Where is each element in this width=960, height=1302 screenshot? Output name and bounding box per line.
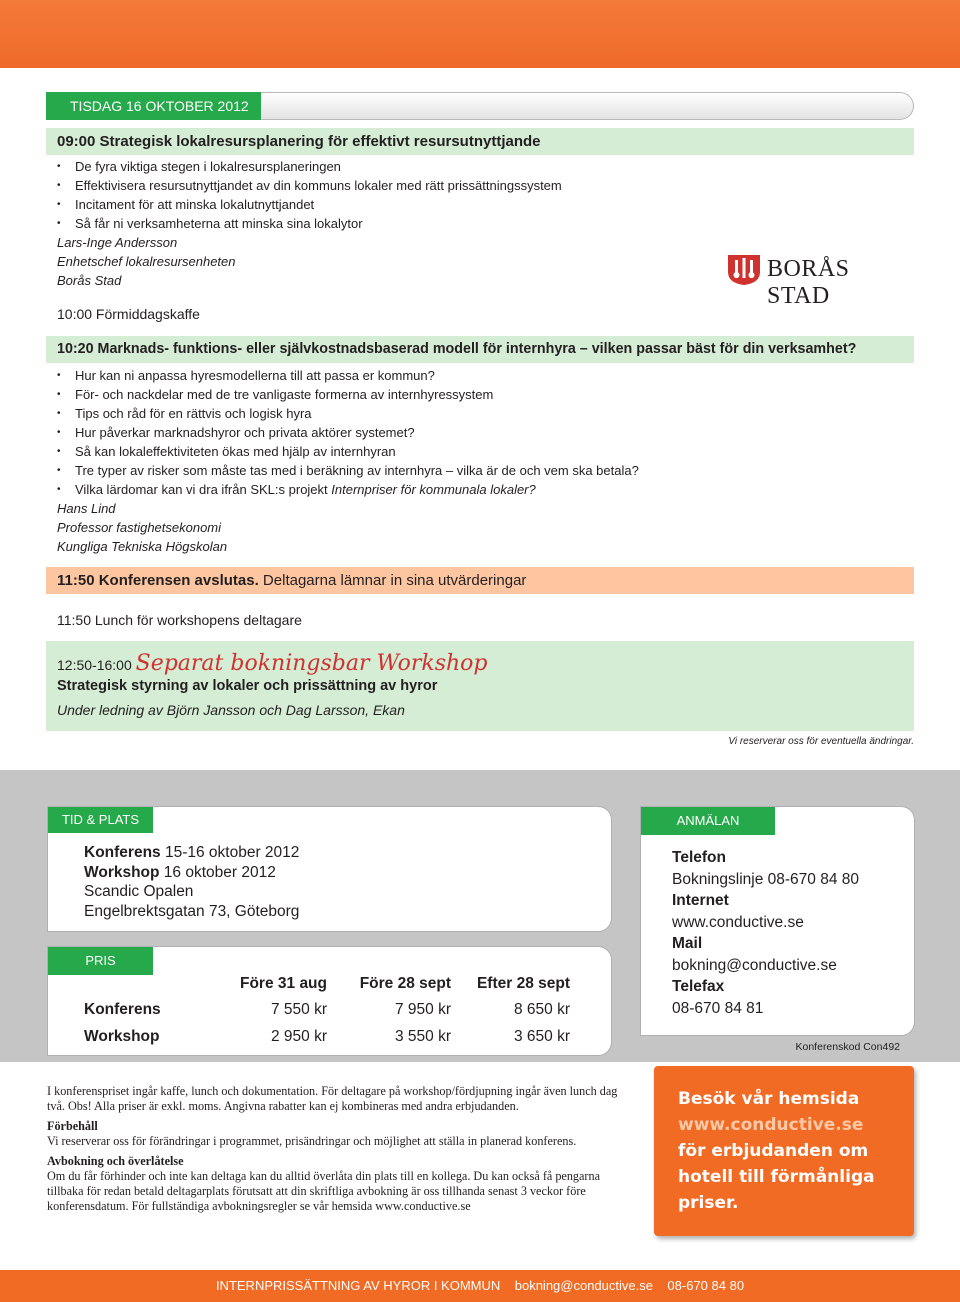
- price-col-header: Efter 28 sept: [476, 975, 570, 992]
- workshop-lead: Under ledning av Björn Jansson och Dag Larsson, Ekan: [57, 702, 405, 718]
- bottom-bar: [0, 1270, 960, 1302]
- price-cell: 7 950 kr: [394, 1001, 451, 1018]
- website-link[interactable]: www.conductive.se: [672, 913, 804, 931]
- anmalan-tab: ANMÄLAN: [641, 807, 775, 835]
- speaker-name: Lars-Inge Andersson: [57, 235, 178, 250]
- promo-line: Besök vår hemsida: [678, 1089, 860, 1109]
- workshop-box: [46, 641, 914, 731]
- list-item: • Hur påverkar marknadshyror och privata aktörer systemet?: [57, 423, 639, 442]
- terms-paragraph: I konferenspriset ingår kaffe, lunch och dokumentation. För deltagare på workshop/fördjupning ingår även lunch dag två. Obs! Alla priser är exkl. moms. Angivna rabatter kan ej kombineras med andra erbjudanden.: [47, 1084, 618, 1113]
- price-col-header: Före 28 sept: [359, 975, 451, 992]
- tid-plats-card: [47, 806, 612, 932]
- bullet-italic-text: Internpriser för kommunala lokaler?: [331, 482, 536, 497]
- price-cell: 8 650 kr: [513, 1001, 570, 1018]
- promo-box[interactable]: [654, 1066, 914, 1236]
- contact-label: Telefax: [672, 978, 725, 995]
- contact-value: 08-670 84 81: [672, 999, 764, 1017]
- list-item: • Tips och råd för en rättvis och logisk hyra: [57, 404, 639, 423]
- session2-title: 10:20 Marknads- funktions- eller självkostnadsbaserad modell för internhyra – vilken passar bäst för din verksamhet?: [46, 336, 914, 363]
- speaker-role: Enhetschef lokalresursenheten: [57, 254, 236, 269]
- workshop-title: Strategisk styrning av lokaler och prissättning av hyror: [57, 678, 438, 694]
- bullet-text: Vilka lärdomar kan vi dra ifrån SKL:s projekt: [75, 482, 332, 497]
- closing-text: Deltagarna lämnar in sina utvärderingar: [258, 572, 527, 589]
- tid-plats-tab: TID & PLATS: [48, 807, 153, 833]
- session2-bullets: [57, 366, 639, 499]
- promo-line: för erbjudanden om: [678, 1141, 869, 1161]
- anmalan-card: [640, 806, 915, 1036]
- list-item: • De fyra viktiga stegen i lokalresursplaneringen: [57, 157, 562, 176]
- contact-label: Telefon: [672, 849, 726, 866]
- logo-text: BORÅS STAD: [767, 256, 850, 309]
- closing-bold: 11:50 Konferensen avslutas.: [57, 572, 259, 589]
- day-label: TISDAG 16 OKTOBER 2012: [46, 92, 261, 120]
- terms-heading: Avbokning och överlåtelse: [47, 1154, 184, 1168]
- lunch-row: 11:50 Lunch för workshopens deltagare: [57, 612, 302, 628]
- price-cell: 3 550 kr: [394, 1028, 451, 1045]
- conference-code: Konferenskod Con492: [795, 1041, 900, 1053]
- tid-plats-details: [84, 843, 299, 921]
- top-orange-bar: [0, 0, 960, 68]
- list-item: • Hur kan ni anpassa hyresmodellerna till att passa er kommun?: [57, 366, 639, 385]
- speaker-org: Borås Stad: [57, 273, 122, 288]
- list-item: • Så får ni verksamheterna att minska sina lokalytor: [57, 214, 562, 233]
- closing-row: [46, 567, 914, 594]
- bottom-email[interactable]: bokning@conductive.se: [514, 1278, 653, 1293]
- konferens-label: Konferens: [84, 844, 161, 861]
- break-coffee: 10:00 Förmiddagskaffe: [57, 306, 200, 322]
- price-row-label: Konferens: [84, 1001, 161, 1018]
- promo-line: priser.: [678, 1193, 739, 1213]
- price-col-header: Före 31 aug: [240, 975, 327, 992]
- price-cell: 3 650 kr: [513, 1028, 570, 1045]
- price-row-label: Workshop: [84, 1028, 160, 1045]
- day-header: [46, 92, 914, 120]
- contact-label: Internet: [672, 892, 729, 909]
- workshop-line: [84, 863, 299, 883]
- list-item: • Incitament för att minska lokalutnyttjandet: [57, 195, 562, 214]
- boras-crest-icon: [727, 254, 761, 286]
- session1-speaker: [57, 233, 236, 290]
- email-link[interactable]: bokning@conductive.se: [672, 956, 837, 974]
- konferens-line: [84, 843, 299, 863]
- workshop-handwritten: Separat bokningsbar Workshop: [135, 651, 488, 676]
- list-item: • Effektivisera resursutnyttjandet av din kommuns lokaler med rätt prissättningssystem: [57, 176, 562, 195]
- session2-speaker: [57, 499, 227, 556]
- workshop-time-line: [57, 651, 488, 676]
- list-item: [57, 480, 639, 499]
- session1-title: 09:00 Strategisk lokalresursplanering för effektivt resursutnyttjande: [46, 128, 914, 155]
- workshop-date: 16 oktober 2012: [159, 863, 276, 881]
- speaker-org: Kungliga Tekniska Högskolan: [57, 539, 228, 554]
- list-item: • För- och nackdelar med de tre vanligaste formerna av internhyressystem: [57, 385, 639, 404]
- day-header-pill: [261, 92, 914, 120]
- pris-tab: PRIS: [48, 947, 153, 975]
- konferens-date: 15-16 oktober 2012: [160, 844, 300, 861]
- promo-url[interactable]: www.conductive.se: [678, 1115, 864, 1135]
- terms-paragraph: Vi reserverar oss för förändringar i programmet, prisändringar och möjlighet att ställa in planerad konferens.: [47, 1134, 577, 1148]
- bottom-title: INTERNPRISSÄTTNING AV HYROR I KOMMUN: [215, 1278, 501, 1293]
- session1-bullets: [57, 157, 562, 233]
- venue: Scandic Opalen: [84, 883, 194, 900]
- promo-line: hotell till förmånliga: [678, 1167, 875, 1187]
- reserve-note: Vi reserverar oss för eventuella ändringar.: [728, 736, 914, 747]
- list-item: • Tre typer av risker som måste tas med i beräkning av internhyra – vilka är de och vem ska betala?: [57, 461, 639, 480]
- list-item: • Så kan lokaleffektiviteten ökas med hjälp av internhyran: [57, 442, 639, 461]
- boras-stad-logo: [727, 254, 917, 309]
- price-cell: 2 950 kr: [270, 1028, 327, 1045]
- workshop-time: 12:50-16:00: [57, 657, 132, 673]
- contact-label: Mail: [672, 935, 703, 952]
- terms-paragraph: Om du får förhinder och inte kan deltaga kan du alltid överlåta din plats till en kollega. Du kan också få pengarna tillbaka för redan betald deltagarplats förutsatt att din skriftliga avbokning är oss tillhanda senast 3 veckor före konferensdatum. För fullständiga avbokningsregler se vår hemsida www.conductive.se: [47, 1169, 600, 1213]
- anmalan-details: [672, 847, 859, 1019]
- workshop-label: Workshop: [84, 863, 160, 881]
- price-cell: 7 550 kr: [270, 1001, 327, 1018]
- contact-value: Bokningslinje 08-670 84 80: [672, 870, 859, 888]
- terms-heading: Förbehåll: [47, 1119, 98, 1133]
- speaker-name: Hans Lind: [57, 501, 116, 516]
- address: Engelbrektsgatan 73, Göteborg: [84, 902, 300, 920]
- bottom-phone: 08-670 84 80: [667, 1278, 745, 1293]
- speaker-role: Professor fastighetsekonomi: [57, 520, 222, 535]
- pris-card: [47, 946, 612, 1056]
- terms-text: [47, 1084, 622, 1214]
